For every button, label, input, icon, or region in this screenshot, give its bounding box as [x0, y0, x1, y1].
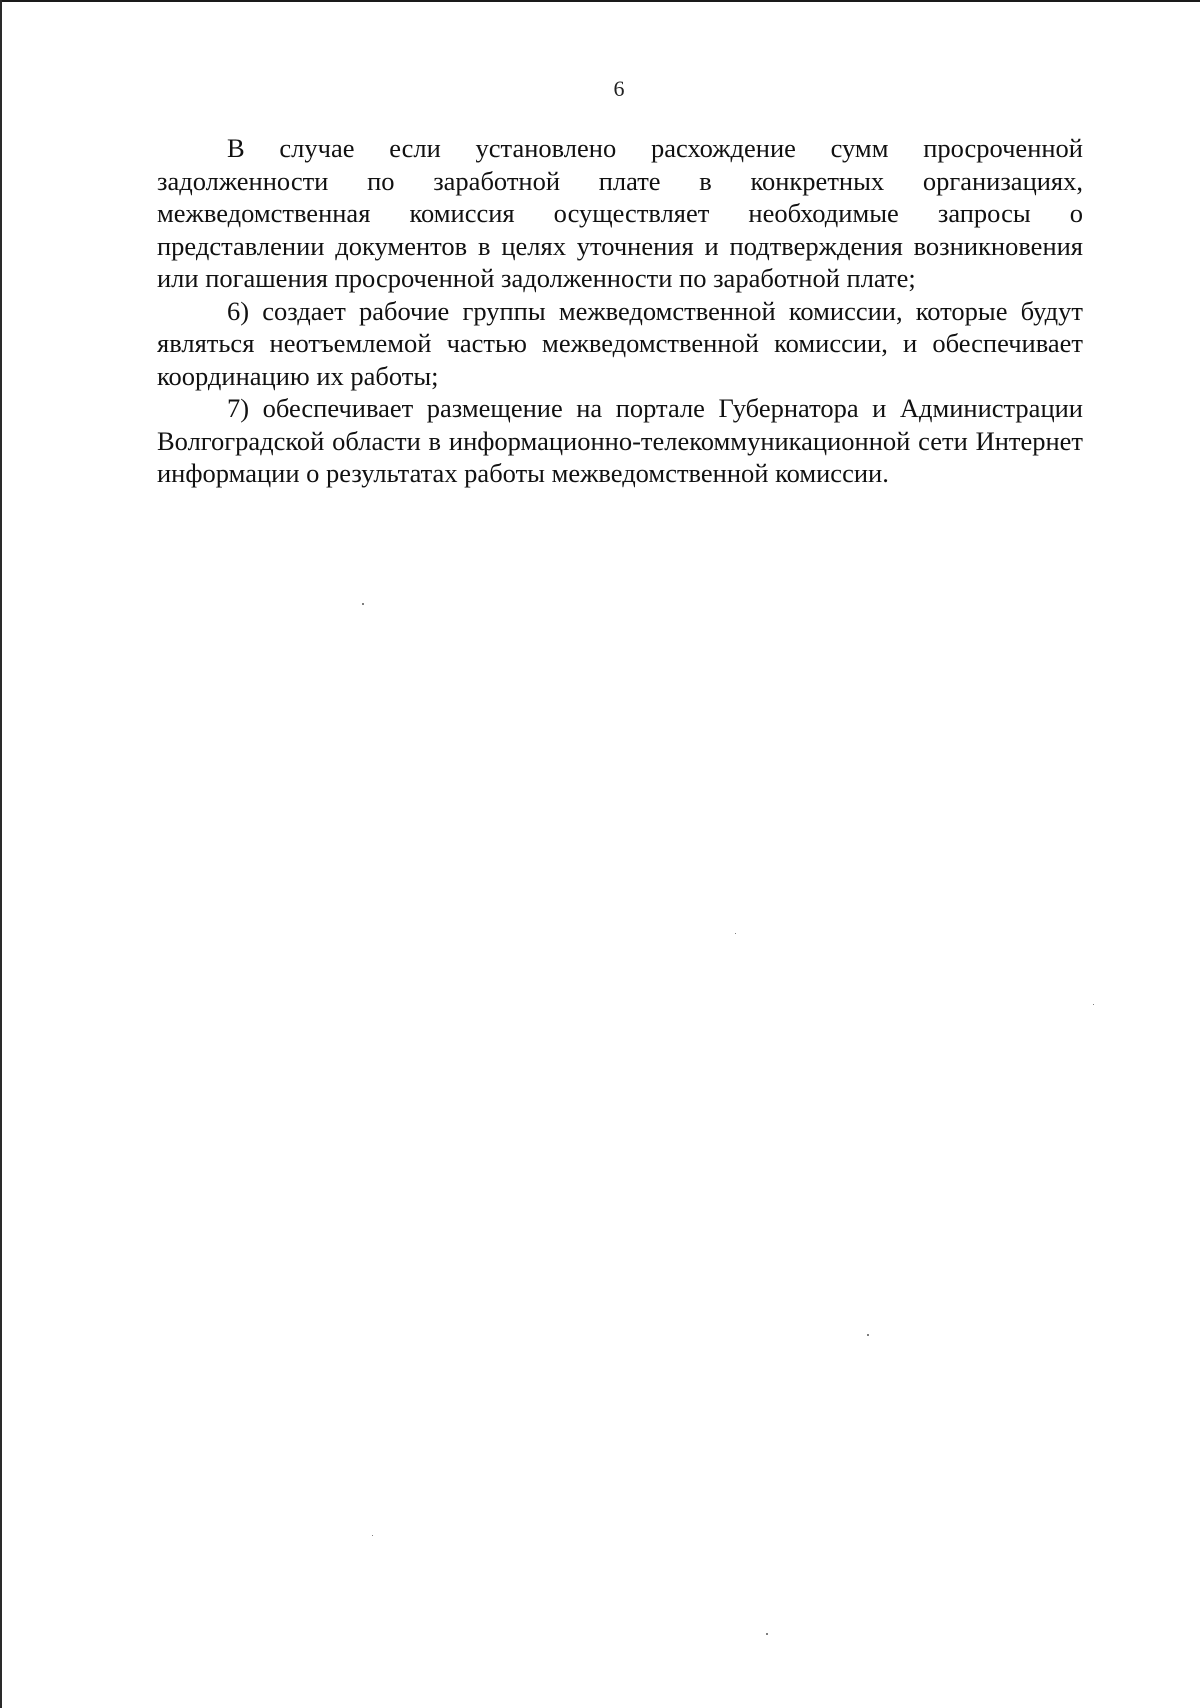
scan-speck: [867, 1334, 869, 1336]
page-number: 6: [613, 76, 625, 101]
paragraph-discrepancy: В случае если установлено расхождение сумм просроченной задолженности по заработной плате в конкретных организациях, межведомственная комиссия осуществляет необходимые запросы о представлении документов в целях уточнения и подтверждения возникновения или погашения просроченной задолженности по заработной плате;: [157, 133, 1083, 293]
paragraph-item-7: 7) обеспечивает размещение на портале Губернатора и Администрации Волгоградской области в информационно-телекоммуникационной сети Интернет информации о результатах работы межведомственной комиссии.: [157, 393, 1083, 488]
document-body: [157, 132, 1083, 490]
scan-speck: [735, 933, 736, 934]
scan-speck: [362, 603, 364, 605]
scan-speck: [766, 1633, 768, 1635]
scan-speck: [1093, 1004, 1094, 1005]
paragraph-item-6: 6) создает рабочие группы межведомственной комиссии, которые будут являться неотъемлемой частью межведомственной комиссии, и обеспечивает координацию их работы;: [157, 295, 1083, 391]
scan-border-left: [0, 0, 2, 1708]
scan-speck: [372, 1535, 373, 1536]
scan-border-top: [0, 0, 1200, 2]
